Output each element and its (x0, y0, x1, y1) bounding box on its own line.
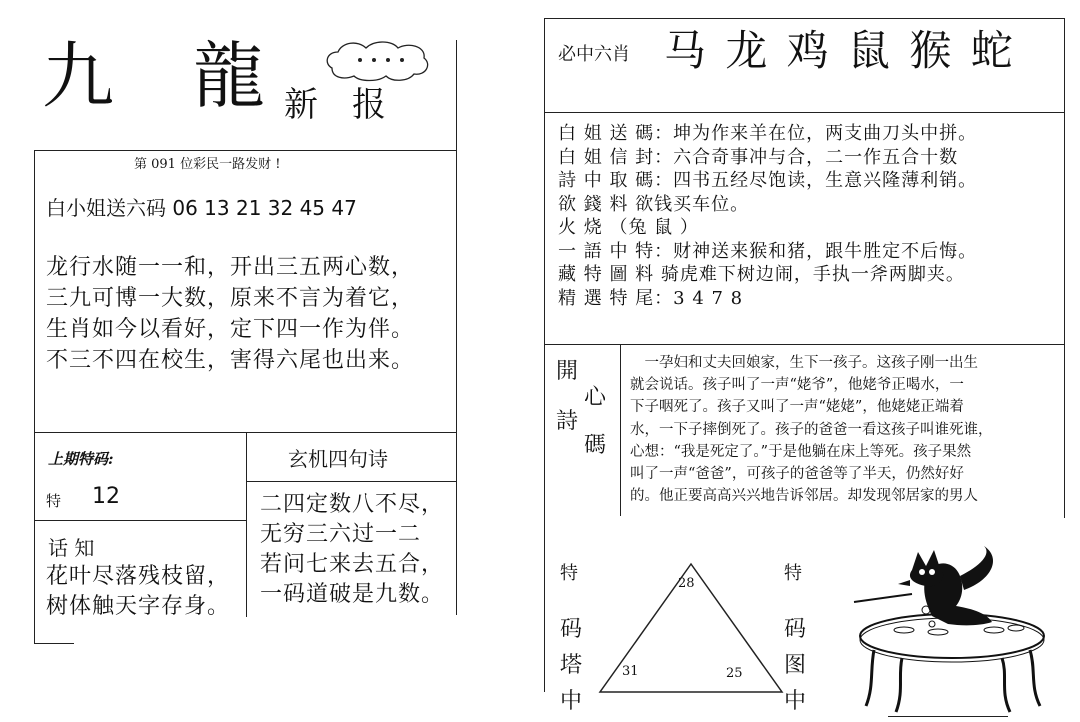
info-line: 藏 特 圖 料 骑虎难下树边闹，手执一斧两脚夹。 (558, 264, 965, 285)
story-line: 心想：“我是死定了。”于是他躺在床上等死。孩子果然 (630, 443, 972, 460)
tower-br-number: 25 (726, 666, 743, 681)
info-line: 火 烧 （兔 鼠 ） (558, 217, 699, 238)
story-line: 就会说话。孩子叫了一声“姥爷”，他姥爷正喝水，一 (630, 377, 964, 394)
tower-left-col (560, 556, 582, 720)
kaixin-char-1: 開 (556, 359, 579, 384)
right-frame-left (544, 18, 545, 692)
hint-line: 树体触天字存身。 (46, 594, 231, 619)
info-line: 一 語 中 特：财神送来猴和猪，跟牛胜定不后悔。 (558, 240, 978, 262)
logo-main: 九 龍 (42, 34, 293, 118)
six-codes: 白小姐送六码 06 13 21 32 45 47 (46, 196, 357, 220)
tower-left-char: 中 (560, 689, 583, 714)
kaixin-char-3: 詩 (556, 409, 579, 434)
xuanji-line: 若问七来去五合， (260, 552, 445, 577)
story-line: 叫了一声“爸爸”，可孩子的爸爸等了半天，仍然好好 (630, 466, 964, 483)
tower-right-char: 图 (784, 653, 807, 678)
xuanji-line: 二四定数八不尽， (260, 492, 445, 517)
story-line: 一孕妇和丈夫回娘家，生下一孩子。这孩子刚一出生 (630, 355, 978, 371)
last-issue-label: 上期特码: (48, 450, 114, 468)
tower-left-char: 塔 (560, 653, 583, 678)
info-line: 白 姐 送 碼：坤为作来羊在位，两支曲刀头中拼。 (558, 123, 978, 144)
info-line: 白 姐 信 封：六合奇事冲与合，二一作五合十数 (558, 146, 959, 168)
main-poem-line: 龙行水随一一和，开出三五两心数， (46, 255, 415, 280)
tower-right-char: 中 (784, 689, 807, 714)
story-line: 的。他正要高高兴兴地告诉邻居。却发现邻居家的男人 (630, 488, 978, 505)
hint-line: 花叶尽落残枝留， (46, 564, 231, 589)
xuanji-line: 无穷三六过一二 (260, 522, 422, 547)
story-line: 水，一下子摔倒死了。孩子的爸爸一看这孩子叫谁死谁， (630, 421, 993, 438)
info-line: 欲 錢 料 欲钱买车位。 (558, 193, 750, 215)
tower-right-col (784, 556, 806, 720)
right-divider-v (620, 344, 621, 516)
tower-right-char: 码 (784, 617, 807, 642)
last-issue-prefix: 特 (46, 492, 62, 510)
logo-sub-1: 新 (284, 85, 318, 125)
tower-left-char: 码 (560, 617, 583, 642)
kaixin-story (630, 352, 1060, 507)
info-line: 精 選 特 尾：3 4 7 8 (558, 287, 744, 309)
story-line: 下子咽死了。孩子又叫了一声“姥姥”，他姥姥正端着 (630, 399, 964, 416)
kaixin-char-2: 心 (584, 385, 607, 410)
last-issue-value: 12 (92, 484, 120, 509)
issue-line: 第 091 位彩民一路发财 ! (134, 157, 281, 172)
main-poem-line: 生肖如今以看好，定下四一作为伴。 (46, 317, 415, 342)
tower-top-number: 28 (678, 576, 695, 591)
tower-left-char: 特 (560, 563, 578, 584)
right-divider-1 (544, 112, 1064, 113)
illustration-baseline (888, 716, 1008, 717)
xuanji-title: 玄机四句诗 (288, 447, 388, 471)
six-zodiac-value: 马 龙 鸡 鼠 猴 蛇 (664, 26, 1016, 75)
xuanji-line: 一码道破是九数。 (260, 582, 445, 607)
main-poem-line: 三九可博一大数，原来不言为着它， (46, 286, 415, 311)
info-lines (558, 122, 977, 310)
tower-bl-number: 31 (622, 664, 639, 679)
right-frame-right (1064, 18, 1065, 518)
main-poem-line: 不三不四在校生，害得六尾也出来。 (46, 348, 415, 373)
right-divider-2 (544, 344, 1064, 345)
info-line: 詩 中 取 碼：四书五经尽饱读，生意兴隆薄利销。 (558, 170, 978, 191)
wolf-table-illustration (852, 546, 1052, 716)
six-zodiac-label: 必中六肖 (558, 44, 630, 65)
logo-sub-2: 报 (352, 85, 386, 125)
kaixin-char-4: 碼 (584, 433, 607, 458)
tower-right-char: 特 (784, 563, 802, 584)
hint-label: 话 知 (48, 536, 95, 560)
